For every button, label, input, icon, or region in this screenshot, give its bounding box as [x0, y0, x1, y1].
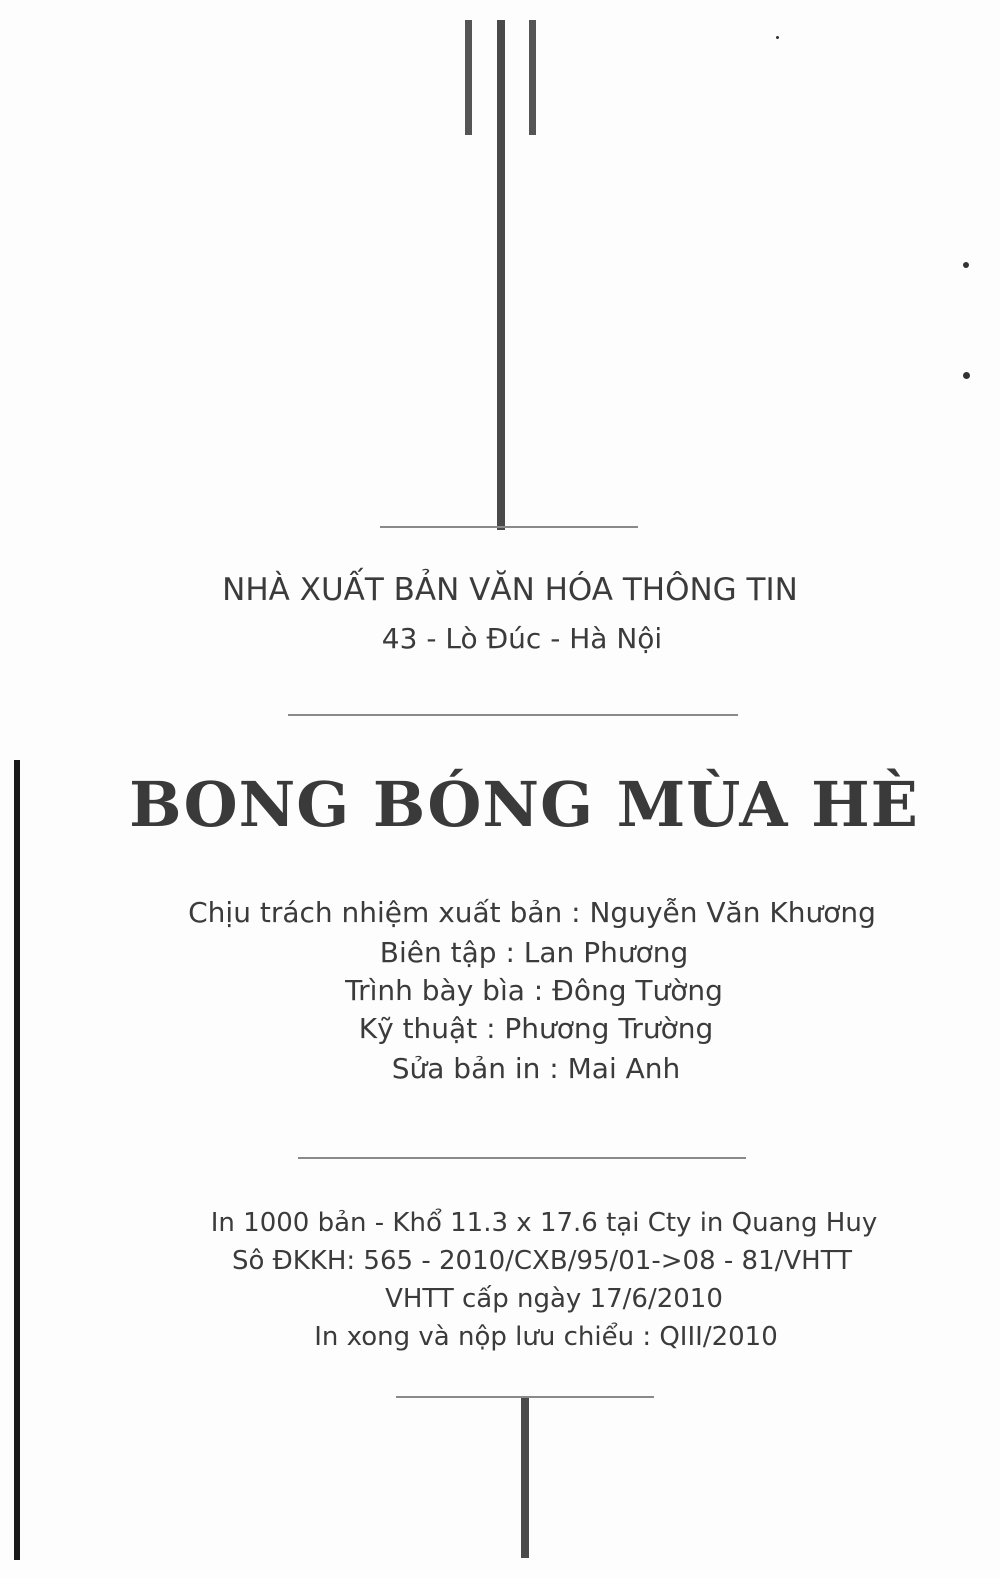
publisher-address: 43 - Lò Đúc - Hà Nội [381, 622, 663, 655]
license-date: VHTT cấp ngày 17/6/2010 [385, 1284, 723, 1314]
credit-proofreader: Sửa bản in : Mai Anh [391, 1052, 681, 1085]
scan-speck [776, 36, 779, 39]
credit-technical: Kỹ thuật : Phương Trường [358, 1012, 714, 1045]
divider-1 [288, 714, 738, 716]
print-run-info: In 1000 bản - Khổ 11.3 x 17.6 tại Cty in Quang Huy [210, 1208, 878, 1238]
top-bar-left [465, 20, 472, 135]
credit-responsible: Chịu trách nhiệm xuất bản : Nguyễn Văn Khương [188, 896, 876, 929]
registration-number: Sô ĐKKH: 565 - 2010/CXB/95/01->08 - 81/VHTT [231, 1246, 853, 1276]
credit-editor: Biên tập : Lan Phương [379, 936, 689, 969]
scan-edge-shadow [14, 760, 20, 1560]
bottom-bar [521, 1398, 529, 1558]
top-base-rule [380, 526, 638, 528]
deposit-info: In xong và nộp lưu chiểu : QIII/2010 [314, 1322, 778, 1352]
divider-2 [298, 1157, 746, 1159]
credit-cover-design: Trình bày bìa : Đông Tường [345, 974, 723, 1007]
top-bar-center [497, 20, 505, 530]
top-bar-right [529, 20, 536, 135]
scan-speck [963, 372, 970, 379]
scan-speck [963, 262, 969, 268]
publisher-name: NHÀ XUẤT BẢN VĂN HÓA THÔNG TIN [222, 572, 798, 608]
book-title: BONG BÓNG MÙA HÈ [129, 768, 919, 841]
